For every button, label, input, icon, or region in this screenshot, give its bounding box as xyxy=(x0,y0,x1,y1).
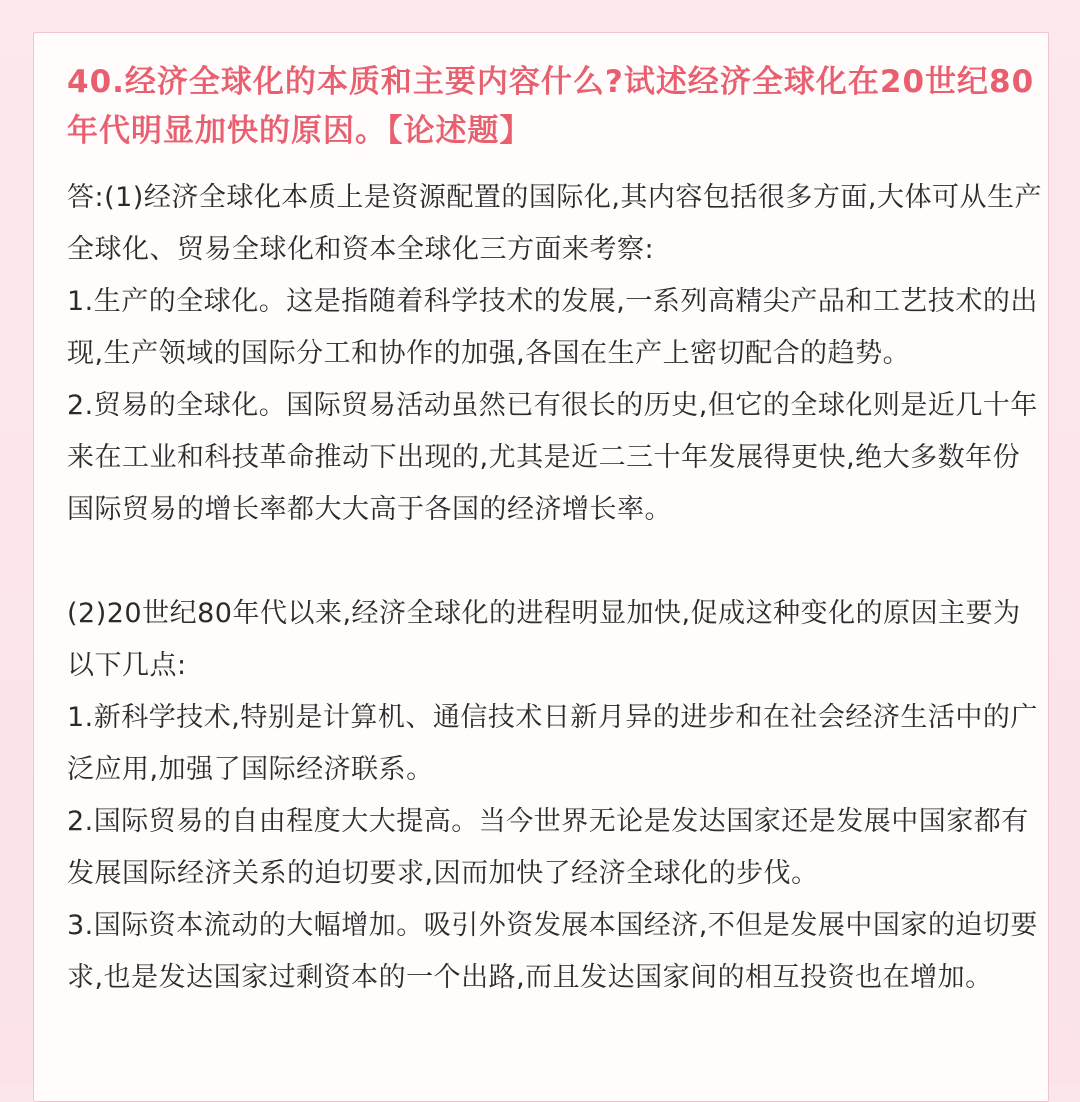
answer-part2-point1: 1.新科学技术,特别是计算机、通信技术日新月异的进步和在社会经济生活中的广泛应用,加强了国际经济联系。 xyxy=(67,702,1038,785)
answer-part2-intro: (2)20世纪80年代以来,经济全球化的进程明显加快,促成这种变化的原因主要为以下几点: xyxy=(67,598,1021,681)
answer-part1-point2: 2.贸易的全球化。国际贸易活动虽然已有很长的历史,但它的全球化则是近几十年来在工业和科技革命推动下出现的,尤其是近二三十年发展得更快,绝大多数年份国际贸易的增长率都大大高于各国的经济增长率。 xyxy=(67,390,1038,525)
question-title: 40.经济全球化的本质和主要内容什么?试述经济全球化在20世纪80年代明显加快的原因。【论述题】 xyxy=(67,64,1035,149)
answer-part2-point3: 3.国际资本流动的大幅增加。吸引外资发展本国经济,不但是发展中国家的迫切要求,也是发达国家过剩资本的一个出路,而且发达国家间的相互投资也在增加。 xyxy=(67,910,1038,993)
answer-part1-intro: 答:(1)经济全球化本质上是资源配置的国际化,其内容包括很多方面,大体可从生产全球化、贸易全球化和资本全球化三方面来考察: xyxy=(67,182,1043,265)
answer-part2-point2: 2.国际贸易的自由程度大大提高。当今世界无论是发达国家还是发展中国家都有发展国际经济关系的迫切要求,因而加快了经济全球化的步伐。 xyxy=(67,806,1029,889)
answer-part1-point1: 1.生产的全球化。这是指随着科学技术的发展,一系列高精尖产品和工艺技术的出现,生产领域的国际分工和协作的加强,各国在生产上密切配合的趋势。 xyxy=(67,286,1038,369)
paragraph-spacer xyxy=(67,536,1042,588)
answer-body xyxy=(67,172,1042,1004)
